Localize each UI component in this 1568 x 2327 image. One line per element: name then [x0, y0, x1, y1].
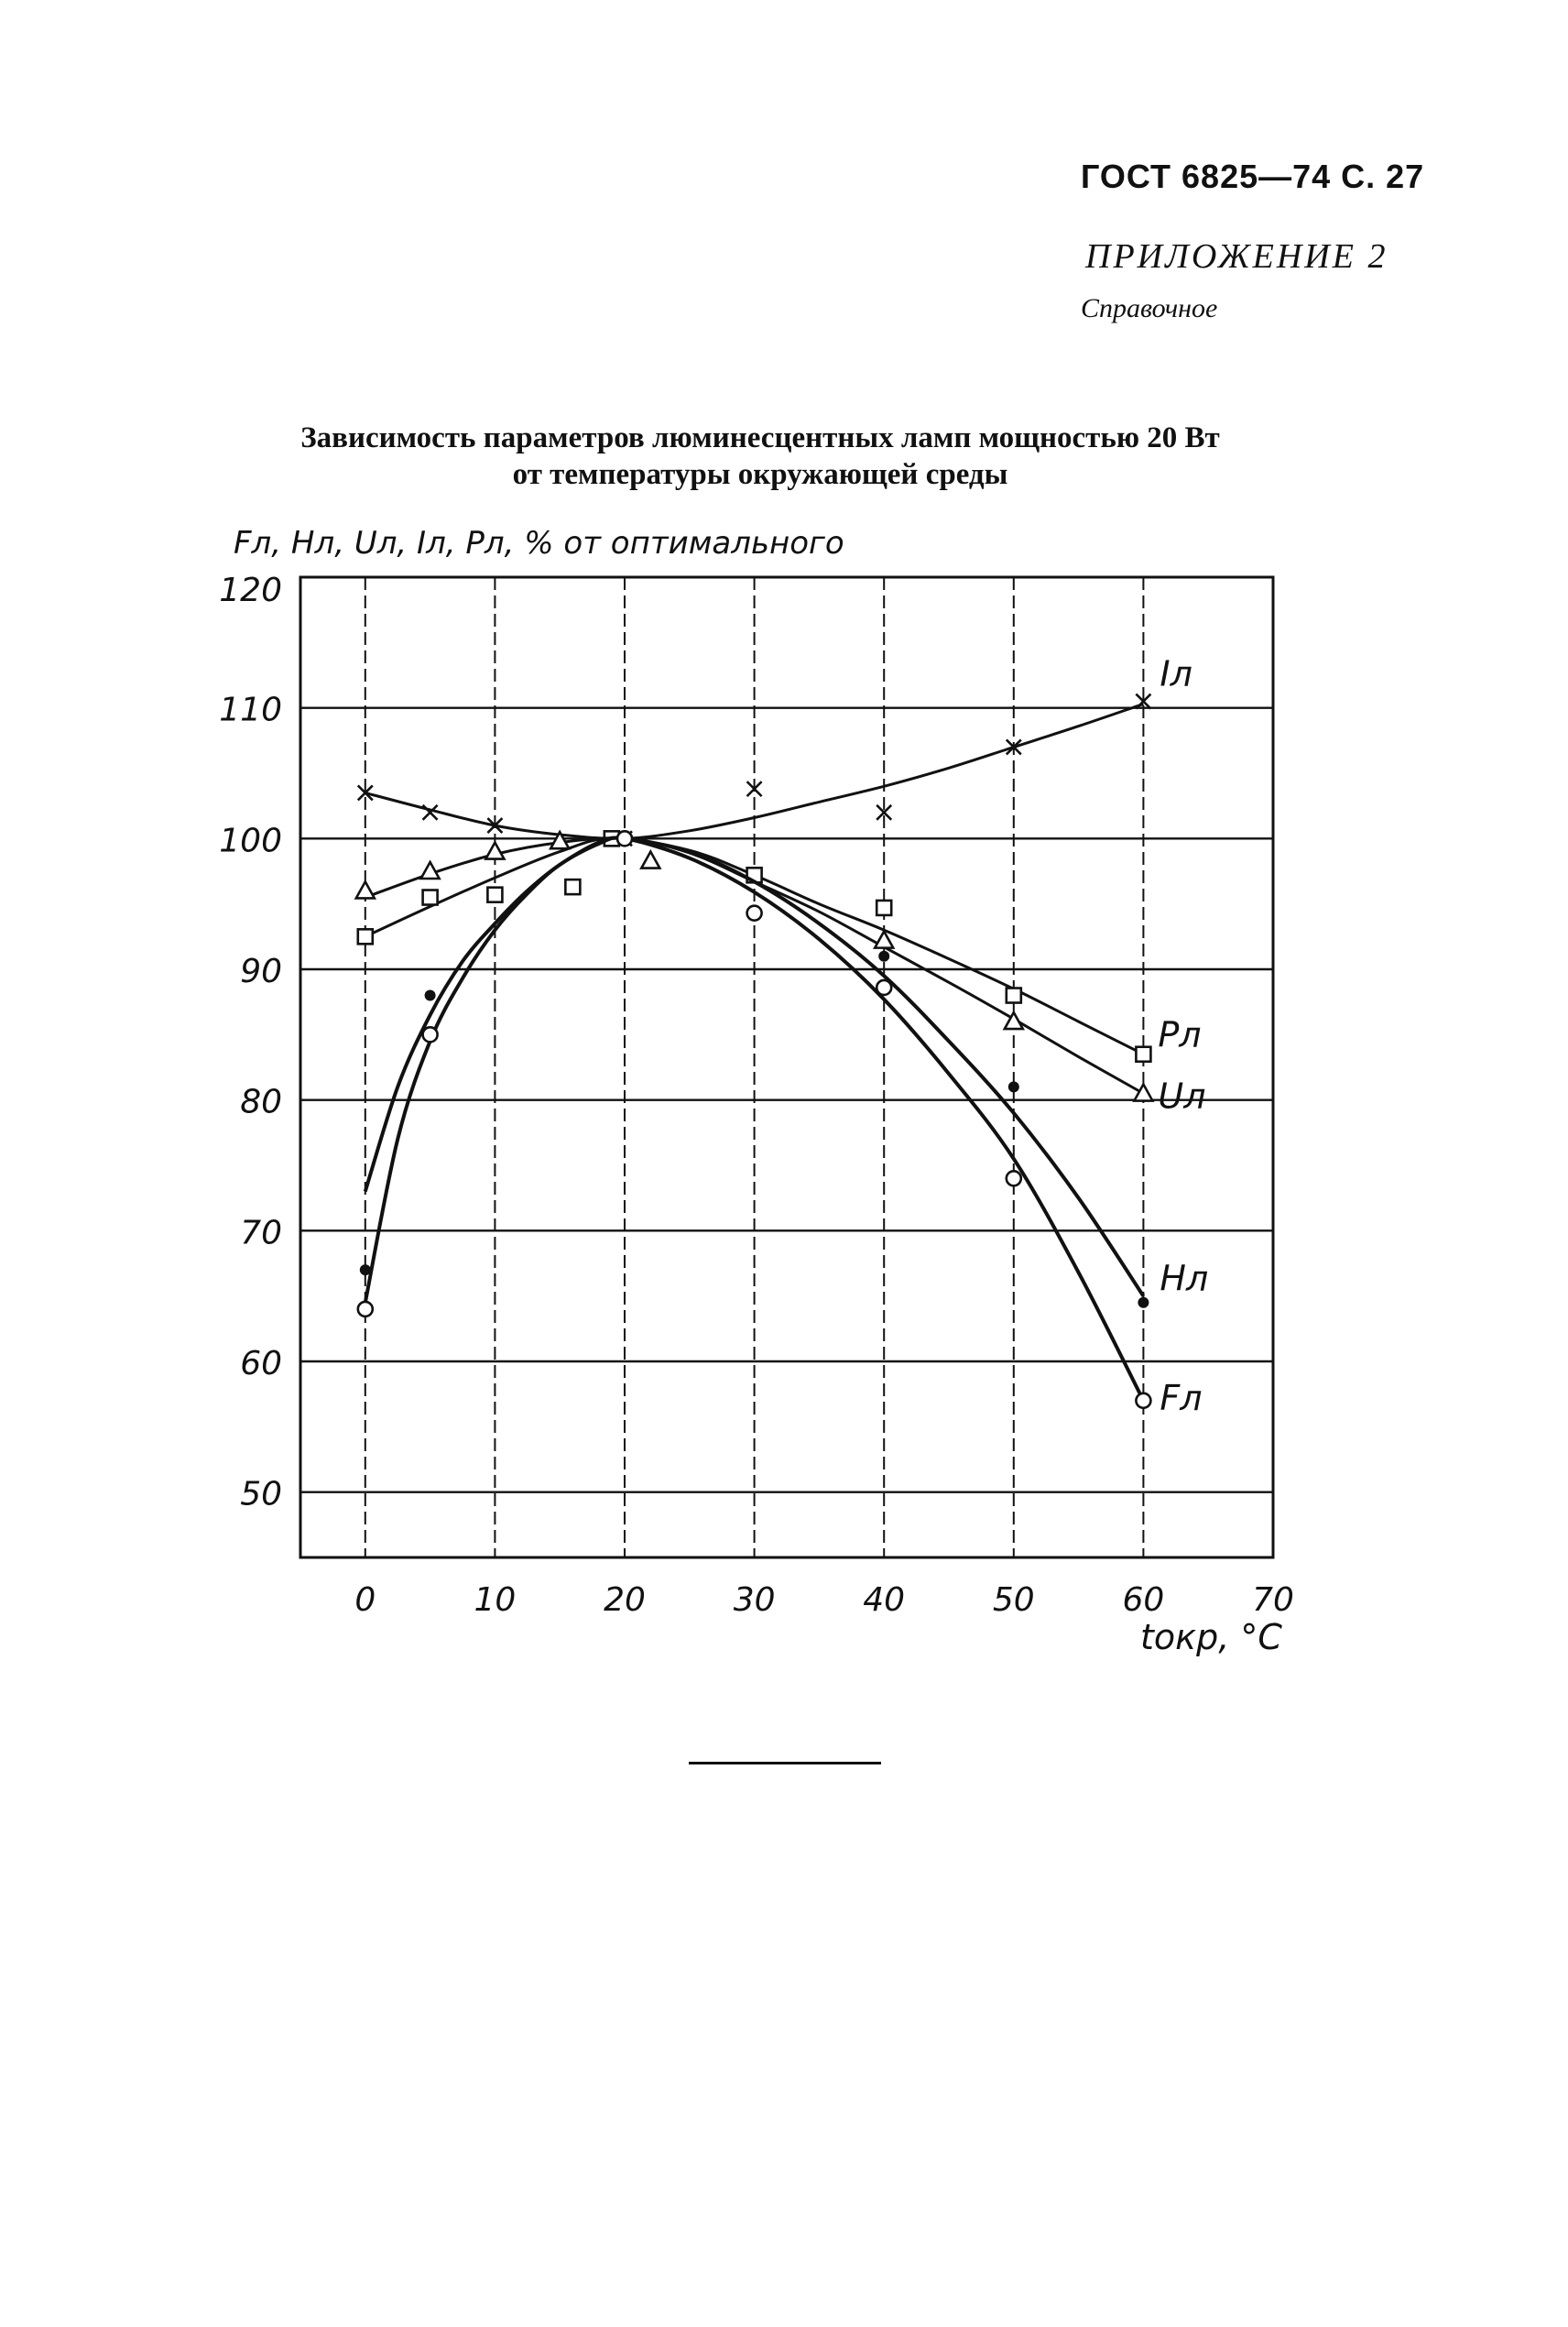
series-il-label: Iл	[1160, 653, 1192, 694]
chart-title-line2: от температуры окружающей среды	[512, 458, 1008, 491]
x-tick-label: 40	[863, 1581, 906, 1619]
series-hl-label: Hл	[1160, 1258, 1209, 1299]
series-pl-point	[423, 890, 438, 905]
gost-reference: ГОСТ 6825—74 С. 27	[1081, 158, 1425, 195]
series-fl-point	[1136, 1393, 1150, 1408]
series-pl-point	[565, 879, 580, 894]
appendix-label: ПРИЛОЖЕНИЕ 2	[1085, 237, 1388, 276]
x-tick-label: 30	[733, 1581, 776, 1619]
y-axis-label: Fл, Hл, Uл, Iл, Pл, % от оптимального	[234, 525, 844, 562]
series-pl-label: Pл	[1158, 1014, 1202, 1055]
y-tick-label: 60	[240, 1345, 282, 1382]
y-tick-label: 70	[240, 1214, 282, 1252]
series-hl-point	[1138, 1297, 1149, 1308]
series-ul-label: Uл	[1158, 1076, 1206, 1117]
series-ul-point	[356, 881, 375, 898]
end-rule	[689, 1762, 881, 1764]
plot-frame	[300, 577, 1273, 1557]
series-ul-point	[485, 843, 504, 859]
series-fl-point	[358, 1302, 373, 1316]
series-fl-point	[747, 906, 762, 921]
y-tick-label: 50	[240, 1475, 282, 1513]
x-tick-label: 50	[992, 1581, 1035, 1619]
reference-label: Справочное	[1081, 293, 1218, 323]
series-ul-point	[641, 852, 659, 869]
y-tick-label: 110	[219, 691, 282, 729]
x-tick-label: 20	[604, 1581, 646, 1619]
series-fl-point	[617, 831, 632, 846]
x-tick-label: 10	[474, 1581, 517, 1619]
y-tick-label: 80	[240, 1083, 282, 1121]
series-pl-point	[1007, 989, 1021, 1003]
y-tick-label: 120	[219, 572, 282, 609]
series-pl-point	[877, 901, 891, 915]
x-tick-label: 0	[354, 1581, 376, 1619]
y-tick-label: 90	[240, 953, 282, 990]
series-ul-point	[1134, 1085, 1152, 1101]
series-fl-point	[1007, 1171, 1021, 1185]
series-fl-point	[423, 1027, 438, 1042]
series-pl-point	[487, 888, 502, 902]
series-fl-label: Fл	[1160, 1377, 1203, 1418]
x-tick-label: 60	[1122, 1581, 1165, 1619]
series-fl-point	[877, 980, 891, 995]
series-hl-point	[1008, 1081, 1019, 1092]
x-axis-label: tокр, °C	[1140, 1617, 1282, 1657]
series-pl-point	[358, 929, 373, 944]
chart-title-line1: Зависимость параметров люминесцентных ламп мощностью 20 Вт	[300, 421, 1220, 454]
y-tick-label: 100	[219, 822, 282, 860]
x-tick-label: 70	[1252, 1581, 1294, 1619]
series-pl-point	[1136, 1047, 1150, 1062]
series-hl-point	[878, 951, 889, 962]
series-hl-point	[425, 990, 436, 1001]
